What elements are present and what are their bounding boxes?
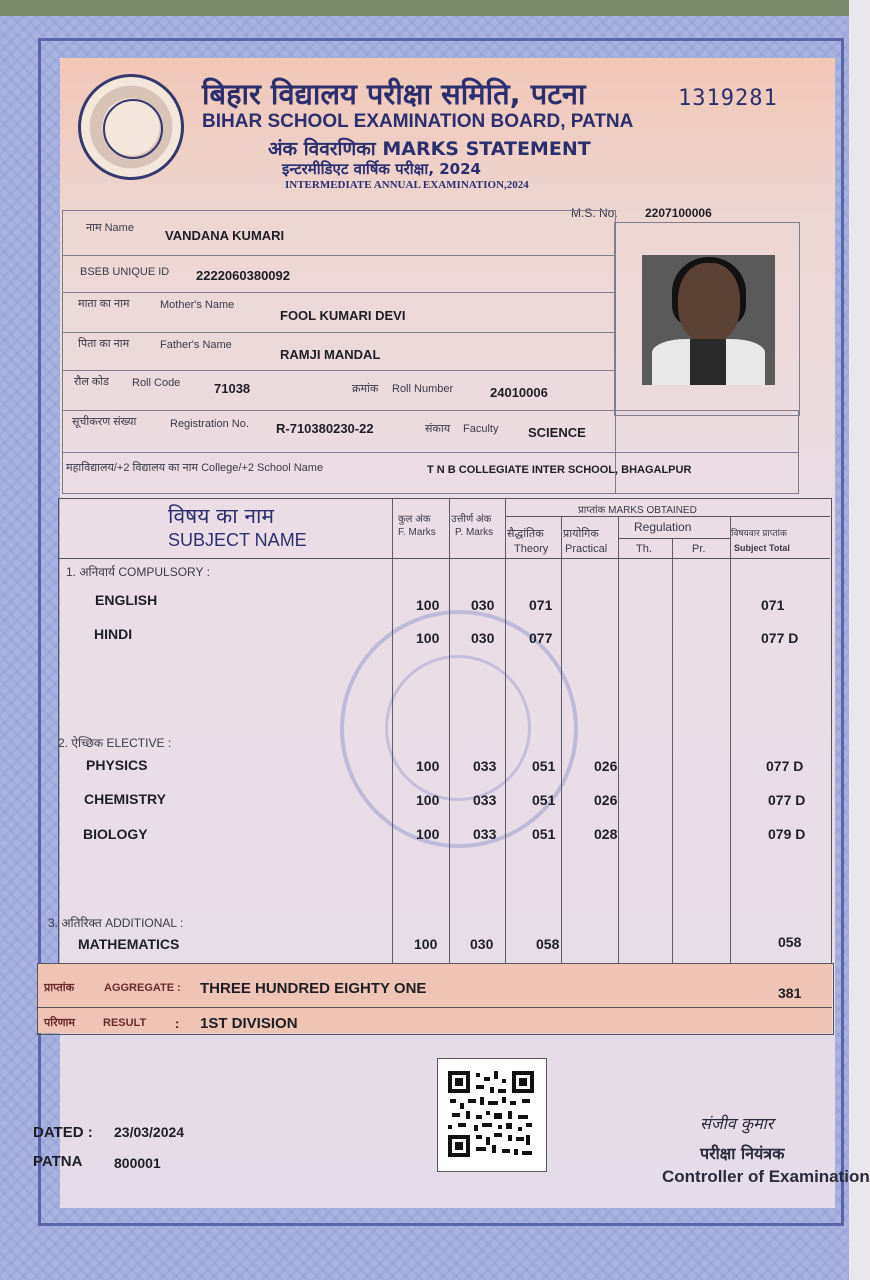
practical-header: Practical: [565, 543, 608, 555]
exam-title-hindi: इन्टरमीडिएट वार्षिक परीक्षा, 2024: [282, 160, 481, 178]
result-value: 1ST DIVISION: [200, 1015, 298, 1032]
subject-name: PHYSICS: [86, 757, 148, 773]
subject-total-cell: 077 D: [768, 792, 806, 808]
college-name: T N B COLLEGIATE INTER SCHOOL, BHAGALPUR: [427, 464, 692, 476]
serial-number: 1319281: [678, 86, 778, 111]
theory-cell: 051: [532, 758, 556, 774]
board-title-english: BIHAR SCHOOL EXAMINATION BOARD, PATNA: [202, 111, 634, 132]
top-strip: [0, 0, 849, 16]
practical-header-hindi: प्रायोगिक: [563, 528, 599, 540]
full-marks-header: F. Marks: [398, 527, 436, 538]
regulation-header: Regulation: [634, 520, 692, 534]
place-label: PATNA: [33, 1153, 83, 1170]
student-name: VANDANA KUMARI: [165, 228, 285, 243]
subject-total-header: Subject Total: [734, 543, 790, 553]
full-marks-cell: 100: [416, 630, 440, 646]
pass-marks-header: P. Marks: [455, 527, 494, 538]
pass-marks-header-hindi: उत्तीर्ण अंक: [451, 514, 492, 525]
practical-cell: 028: [594, 826, 618, 842]
result-label-hindi: परिणाम: [44, 1016, 75, 1029]
ms-no-label: M.S. No.: [571, 206, 618, 220]
roll-code-label-hindi: रौल कोड: [74, 376, 110, 388]
subject-name: HINDI: [94, 626, 133, 642]
aggregate-label-hindi: प्राप्तांक: [44, 981, 75, 994]
mother-label: Mother's Name: [160, 299, 235, 311]
pin-code: 800001: [114, 1155, 161, 1171]
subject-total-cell: 077 D: [761, 630, 799, 646]
theory-cell: 058: [536, 936, 560, 952]
regulation-theory-header: Th.: [636, 543, 652, 555]
controller-title-hindi: परीक्षा नियंत्रक: [700, 1144, 785, 1163]
group-compulsory: 1. अनिवार्य COMPULSORY :: [66, 565, 210, 579]
father-label: Father's Name: [160, 339, 232, 351]
full-marks-cell: 100: [416, 826, 440, 842]
date-value: 23/03/2024: [114, 1124, 185, 1140]
pass-marks-cell: 033: [473, 792, 497, 808]
theory-header: Theory: [514, 543, 549, 555]
ms-no-value: 2207100006: [645, 206, 712, 220]
theory-cell: 071: [529, 597, 553, 613]
father-name: RAMJI MANDAL: [280, 347, 381, 362]
pass-marks-cell: 030: [470, 936, 494, 952]
marks-obtained-header: प्राप्तांक MARKS OBTAINED: [578, 505, 697, 516]
board-seal-icon: [78, 74, 184, 180]
pass-marks-cell: 030: [471, 597, 495, 613]
subject-total-cell: 071: [761, 597, 785, 613]
aggregate-value: 381: [778, 985, 802, 1001]
unique-id-value: 2222060380092: [196, 268, 290, 283]
full-marks-cell: 100: [416, 792, 440, 808]
pass-marks-cell: 033: [473, 758, 497, 774]
subject-name: MATHEMATICS: [78, 936, 180, 952]
theory-cell: 077: [529, 630, 553, 646]
board-title-hindi: बिहार विद्यालय परीक्षा समिति, पटना: [202, 77, 586, 111]
registration-label-hindi: सूचीकरण संख्या: [72, 416, 137, 428]
full-marks-cell: 100: [416, 597, 440, 613]
group-elective: 2. ऐच्छिक ELECTIVE :: [58, 736, 172, 750]
subject-name: CHEMISTRY: [84, 791, 166, 807]
roll-code-value: 71038: [214, 381, 251, 396]
aggregate-label: AGGREGATE :: [104, 982, 181, 994]
faculty-value: SCIENCE: [528, 425, 586, 440]
dated-label: DATED :: [33, 1124, 93, 1141]
qr-code-icon: [437, 1058, 547, 1172]
roll-number-label-hindi: क्रमांक: [352, 383, 379, 395]
unique-id-label: BSEB UNIQUE ID: [80, 266, 170, 278]
registration-value: R-710380230-22: [276, 421, 374, 436]
aggregate-words: THREE HUNDRED EIGHTY ONE: [200, 980, 427, 997]
pass-marks-cell: 030: [471, 630, 495, 646]
pass-marks-cell: 033: [473, 826, 497, 842]
result-colon: :: [175, 1016, 180, 1031]
controller-signature: संजीव कुमार: [700, 1114, 774, 1133]
father-label-hindi: पिता का नाम: [78, 338, 130, 350]
exam-title-english: INTERMEDIATE ANNUAL EXAMINATION,2024: [285, 179, 529, 191]
result-label: RESULT: [103, 1017, 147, 1029]
subject-name: BIOLOGY: [83, 826, 148, 842]
group-additional: 3. अतिरिक्त ADDITIONAL :: [48, 916, 184, 930]
mother-name: FOOL KUMARI DEVI: [280, 308, 406, 323]
mother-label-hindi: माता का नाम: [78, 298, 130, 310]
faculty-label-hindi: संकाय: [425, 423, 451, 435]
statement-title: अंक विवरणिका MARKS STATEMENT: [268, 138, 591, 160]
practical-cell: 026: [594, 758, 618, 774]
faculty-label: Faculty: [463, 423, 499, 435]
subject-header: SUBJECT NAME: [168, 530, 307, 550]
college-label: महाविद्यालय/+2 विद्यालय का नाम College/+2 School Name: [66, 462, 324, 474]
subject-total-cell: 058: [778, 934, 802, 950]
subject-total-cell: 079 D: [768, 826, 806, 842]
roll-code-label: Roll Code: [132, 377, 181, 389]
roll-number-label: Roll Number: [392, 383, 454, 395]
full-marks-cell: 100: [416, 758, 440, 774]
subject-total-cell: 077 D: [766, 758, 804, 774]
roll-number-value: 24010006: [490, 385, 548, 400]
theory-header-hindi: सैद्धांतिक: [507, 528, 544, 540]
full-marks-header-hindi: कुल अंक: [398, 514, 431, 525]
practical-cell: 026: [594, 792, 618, 808]
registration-label: Registration No.: [170, 418, 249, 430]
subject-header-hindi: विषय का नाम: [168, 504, 275, 528]
subject-name: ENGLISH: [95, 592, 158, 608]
controller-title: Controller of Examination: [662, 1167, 870, 1186]
student-photo: [642, 255, 775, 385]
theory-cell: 051: [532, 826, 556, 842]
name-label: नाम Name: [86, 222, 134, 234]
full-marks-cell: 100: [414, 936, 438, 952]
theory-cell: 051: [532, 792, 556, 808]
regulation-practical-header: Pr.: [692, 543, 706, 555]
subject-total-header-hindi: विषयवार प्राप्तांक: [731, 528, 787, 538]
